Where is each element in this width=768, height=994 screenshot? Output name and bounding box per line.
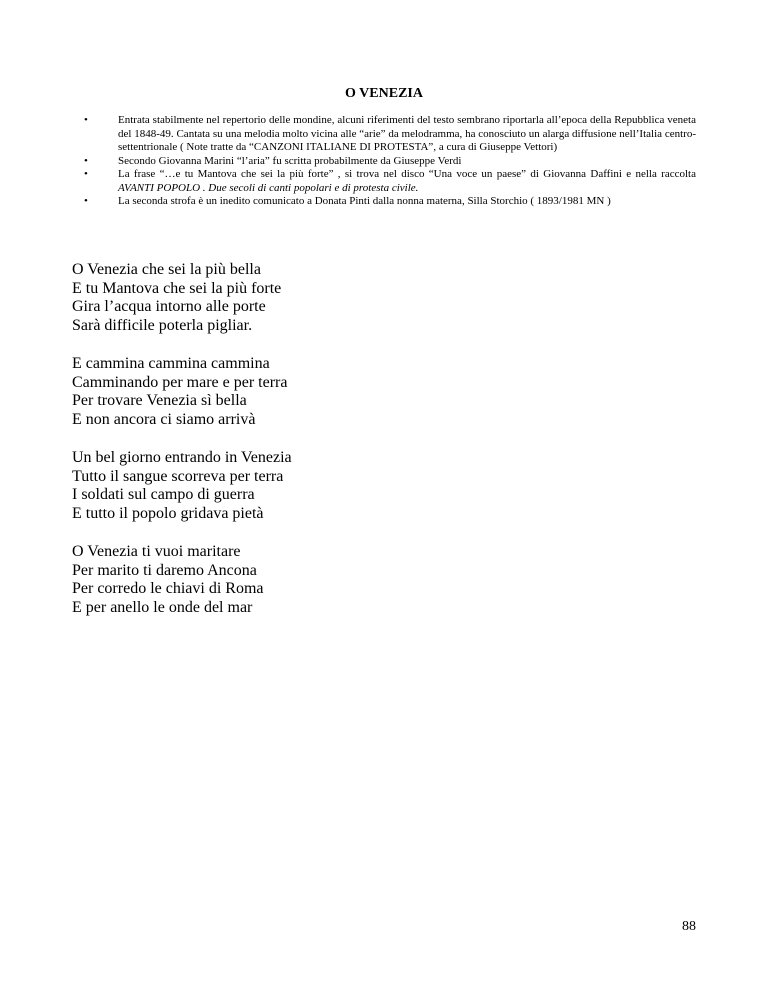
- note-item: [72, 168, 696, 195]
- stanza-3: [72, 449, 672, 523]
- poem: [72, 261, 672, 637]
- note-item: [72, 114, 696, 155]
- stanza-2: [72, 355, 672, 429]
- verse-line: E per anello le onde del mar: [72, 598, 253, 616]
- verse-line: Per trovare Venezia sì bella: [72, 392, 247, 409]
- notes-list: [72, 114, 696, 209]
- verse-line: E non ancora ci siamo arrivà: [72, 410, 256, 428]
- verse-line: E cammina cammina cammina: [72, 355, 270, 372]
- verse-line: Gira l’acqua intorno alle porte: [72, 298, 266, 315]
- stanza-4: [72, 543, 672, 617]
- verse-line: O Venezia ti vuoi maritare: [72, 543, 241, 560]
- verse-line: E tu Mantova che sei la più forte: [72, 279, 282, 297]
- verse-line: Camminando per mare e per terra: [72, 373, 288, 391]
- verse-line: Un bel giorno entrando in Venezia: [72, 449, 292, 466]
- page-number: 88: [682, 919, 696, 934]
- verse-line: I soldati sul campo di guerra: [72, 486, 255, 503]
- verse-line: E tutto il popolo gridava pietà: [72, 504, 264, 522]
- verse-line: Per corredo le chiavi di Roma: [72, 580, 264, 597]
- note-item: [72, 195, 696, 209]
- note-item: [72, 155, 696, 169]
- note-italic-title: AVANTI POPOLO . Due secoli di canti popolari e di protesta civile.: [118, 181, 419, 194]
- verse-line: Sarà difficile poterla pigliar.: [72, 316, 253, 334]
- page-title: O VENEZIA: [345, 86, 423, 101]
- note-text: Entrata stabilmente nel repertorio delle mondine, alcuni riferimenti del testo sembrano riportarla all’epoca della Repubblica veneta del 1848-49. Cantata su una melodia molto vicina alle “arie” da melodramma, ha conosciuto un alarga diffusione nell’Italia centro-settentrionale ( Note tratte da “CANZONI ITALIANE DI PROTESTA”, a cura di Giuseppe Vettori): [118, 114, 696, 153]
- verse-line: O Venezia che sei la più bella: [72, 261, 261, 278]
- note-text: Secondo Giovanna Marini “l’aria” fu scritta probabilmente da Giuseppe Verdi: [118, 154, 462, 167]
- verse-line: Tutto il sangue scorreva per terra: [72, 467, 284, 485]
- verse-line: Per marito ti daremo Ancona: [72, 561, 257, 579]
- note-text: La seconda strofa è un inedito comunicato a Donata Pinti dalla nonna materna, Silla Storchio ( 1893/1981 MN ): [118, 195, 611, 207]
- note-text: La frase “…e tu Mantova che sei la più forte” , si trova nel disco “Una voce un paese” di Giovanna Daffini e nella raccolta: [118, 168, 696, 180]
- stanza-1: [72, 261, 672, 335]
